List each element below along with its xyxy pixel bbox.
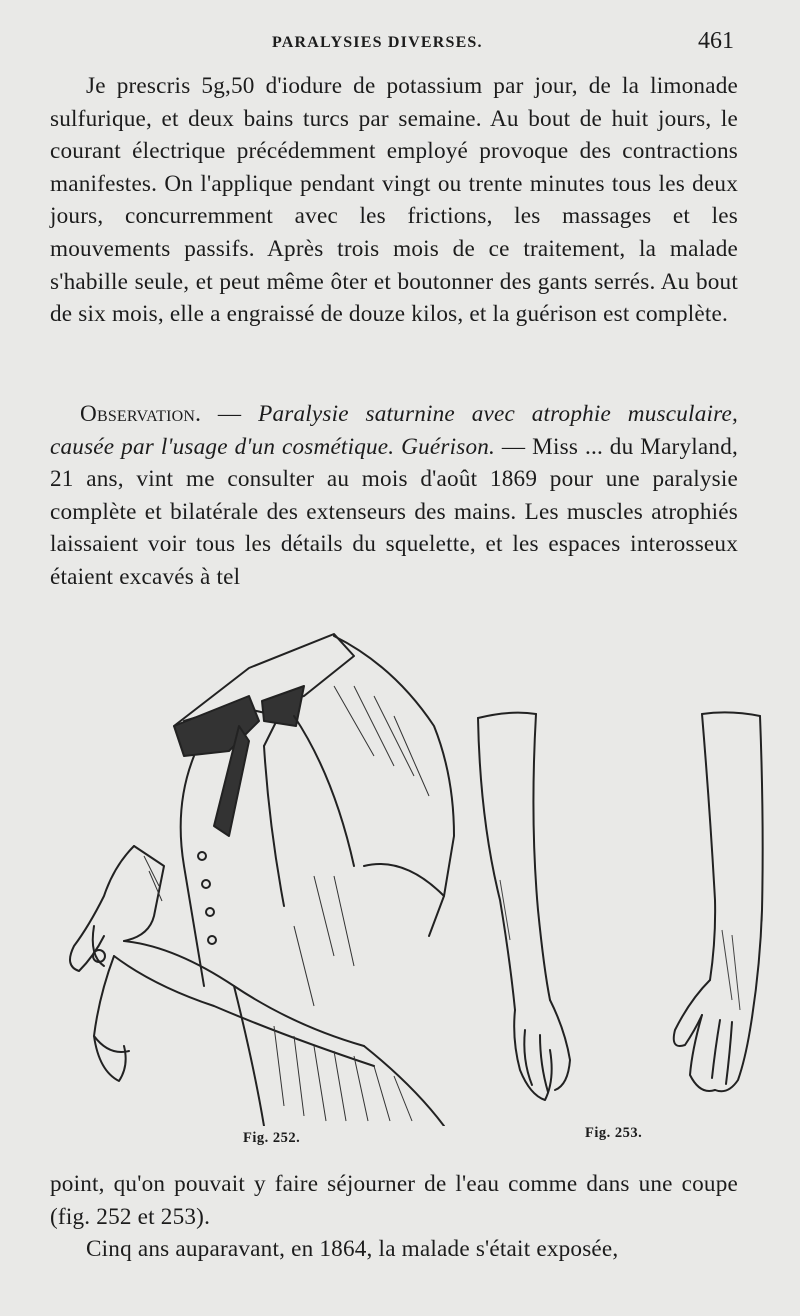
page-number: 461	[698, 28, 734, 54]
observation-title: Paralysie saturnine avec atrophie musculaire, causée par l'usage d'un cosmétique. Guérison.	[50, 401, 738, 460]
figure-253-caption: Fig. 253.	[585, 1125, 643, 1141]
paragraph-treatment: Je prescris 5g,50 d'iodure de potassium par jour, de la limonade sulfurique, et deux bains turcs par semaine. Au bout de huit jours, le courant électrique précédemment employé provoque des contractions manifestes. On l'applique pendant vingt ou trente minutes tous les deux jours, concurremment avec les frictions, les massages et les mouvements passifs. Après trois mois de ce traitement, la malade s'habille seule, et peut même ôter et boutonner des gants serrés. Au bout de six mois, elle a engraissé de douze kilos, et la guérison est complète.	[50, 73, 738, 328]
running-title: PARALYSIES DIVERSES.	[272, 34, 483, 51]
figure-252-caption: Fig. 252.	[243, 1130, 301, 1146]
paragraph-history: Cinq ans auparavant, en 1864, la malade s'était exposée,	[86, 1236, 619, 1262]
woman-hands-engraving	[34, 626, 474, 1126]
observation-dash: —	[201, 401, 259, 427]
paragraph-continuation: point, qu'on pouvait y faire séjourner de l'eau comme dans une coupe (fig. 252 et 253).	[50, 1171, 738, 1230]
page-header	[0, 28, 800, 62]
figure-253-illustration	[470, 700, 770, 1120]
forearms-engraving	[470, 700, 770, 1120]
observation-label: Observation.	[80, 401, 202, 427]
observation-body: — Miss ... du Maryland, 21 ans, vint me consulter au mois d'août 1869 pour une paralysie complète et bilatérale des extenseurs des mains. Les muscles atrophiés laissaient voir tous les détails du squelette, et les espaces interosseux étaient excavés à tel	[50, 433, 738, 590]
paragraph-observation	[50, 398, 738, 594]
figure-252-illustration	[34, 626, 474, 1126]
